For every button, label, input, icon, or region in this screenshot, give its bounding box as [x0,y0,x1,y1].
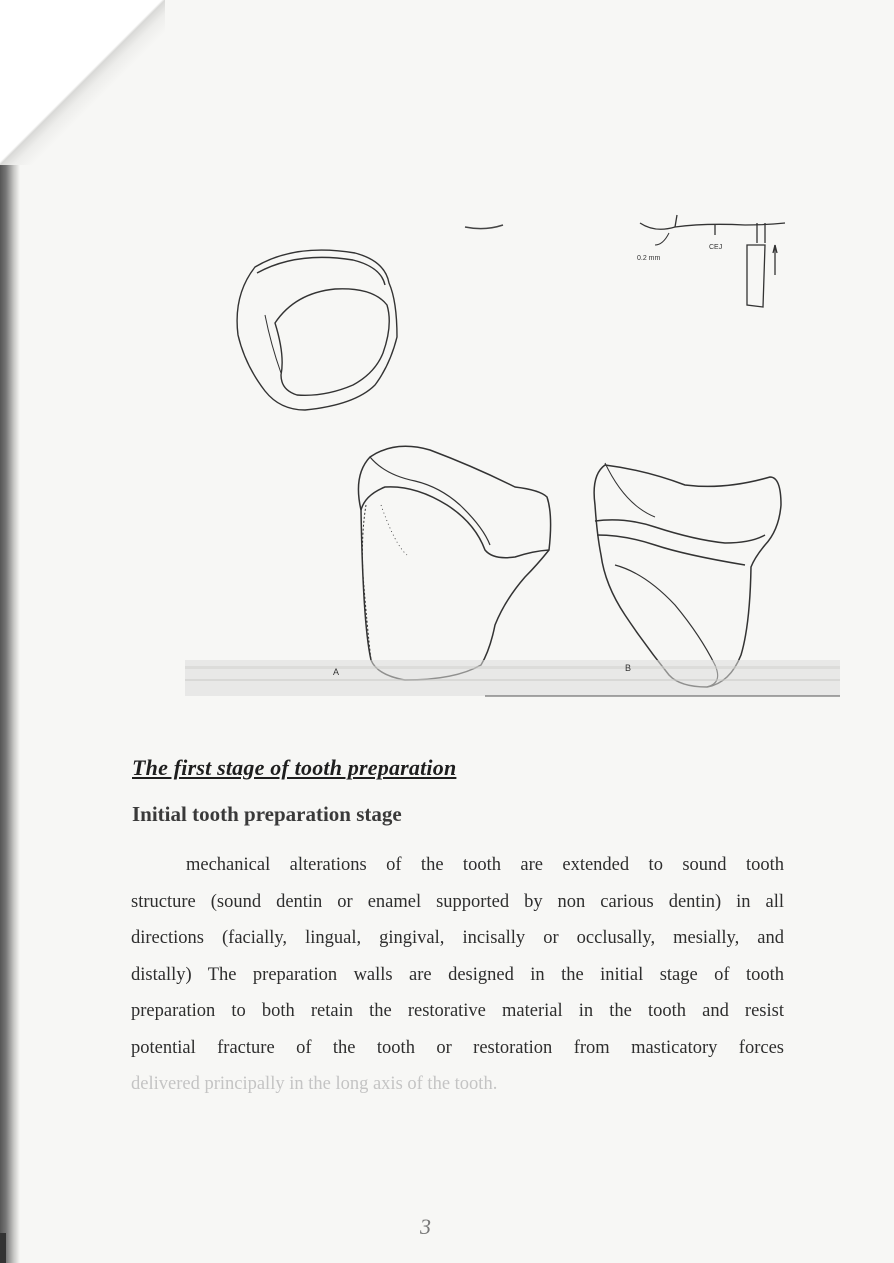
tooth-a [358,446,550,680]
paragraph-line: potential fracture of the tooth or restoration from masticatory forces [131,1037,784,1058]
fold-shadow [0,0,165,165]
tooth-preparation-illustration [185,205,840,705]
paragraph-line: preparation to both retain the restorative material in the tooth and resist [131,1001,784,1021]
paragraph-line: structure (sound dentin or enamel supported by non carious dentin) in all [131,891,784,912]
figure-label-b: B [625,663,632,673]
section-subheading: Initial tooth preparation stage [132,802,402,826]
scan-edge [0,165,20,1263]
section-heading: The first stage of tooth preparation [132,755,457,780]
paragraph-line: directions (facially, lingual, gingival, incisally or occlusally, mesially, and [131,928,784,948]
margin-inset-diagram [637,215,785,307]
page-number: 3 [420,1214,431,1239]
paragraph-line: delivered principally in the long axis of the tooth. [131,1074,498,1094]
scan-edge-mark [0,1233,6,1263]
paragraph-line: mechanical alterations of the tooth are extended to sound tooth [186,855,784,875]
inset-measure-label: 0.2 mm [637,255,661,262]
paragraph-line: distally) The preparation walls are designed in the initial stage of tooth [131,964,784,985]
figure-label-a: A [333,667,340,677]
stray-mark [465,225,503,229]
inset-cej-label: CEJ [709,244,723,251]
tooth-drawings [185,205,840,705]
tooth-b [594,463,781,687]
occlusal-view-tooth [237,250,397,410]
ground-shading [185,660,840,696]
body-paragraph [131,847,784,1103]
